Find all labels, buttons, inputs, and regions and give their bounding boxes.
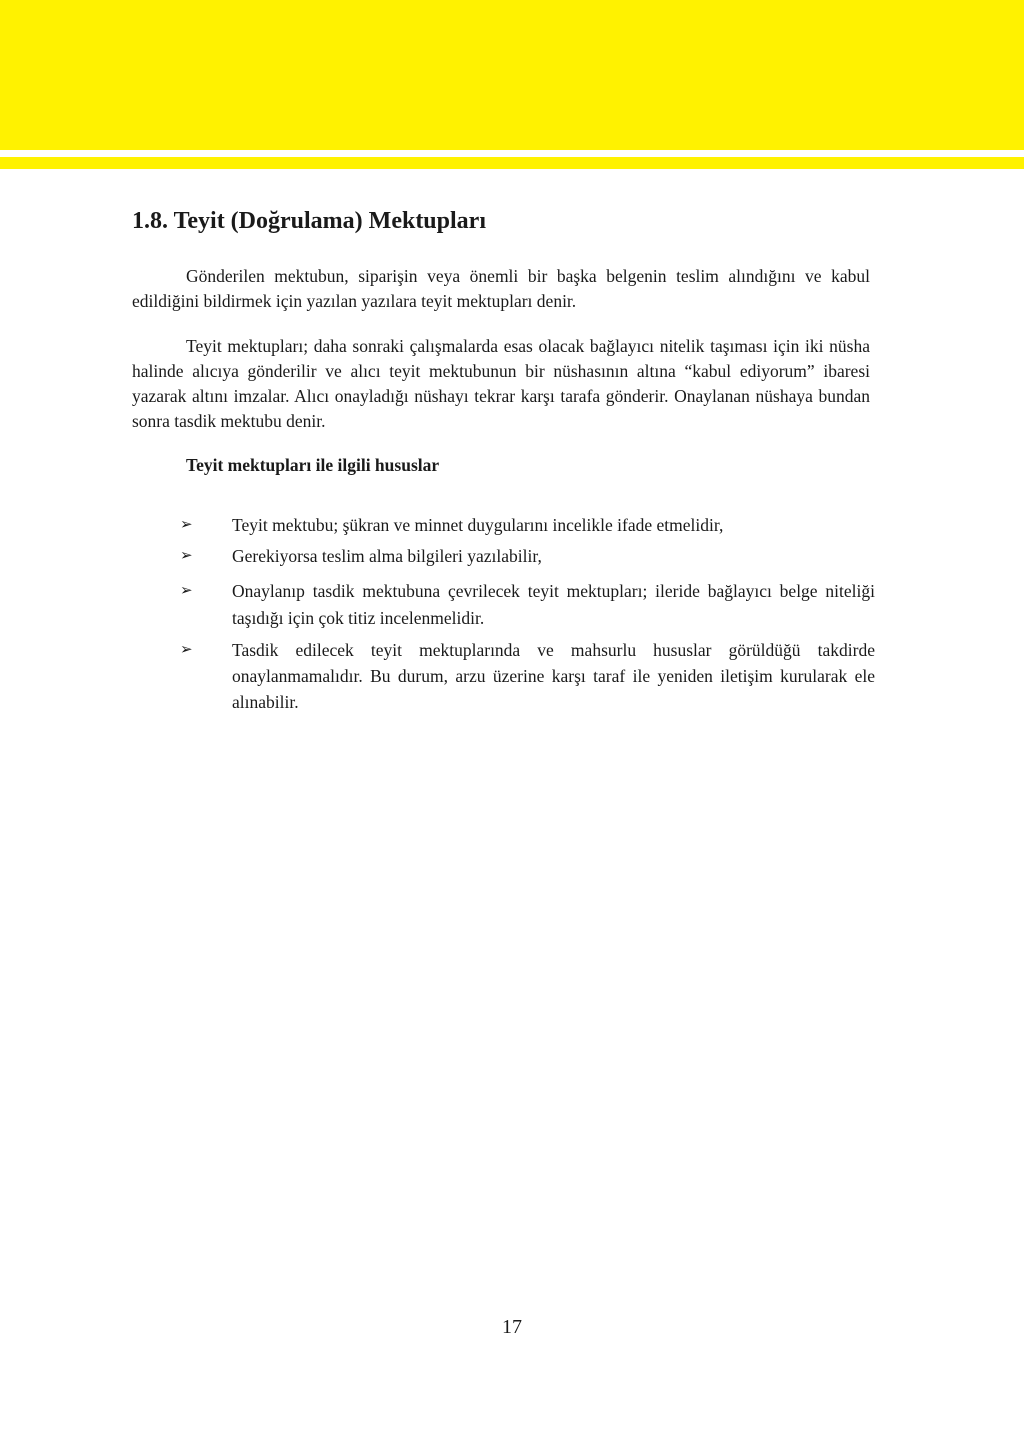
list-item-text: Tasdik edilecek teyit mektuplarında ve mahsurlu hususlar görüldüğü takdirde onaylanmamalıdır. Bu durum, arzu üzerine karşı taraf ile yeniden iletişim kurularak ele alınabilir.	[232, 640, 875, 712]
list-item-text: Teyit mektubu; şükran ve minnet duygularını incelikle ifade etmelidir,	[232, 515, 724, 535]
arrowhead-bullet-icon: ➢	[180, 515, 193, 533]
arrowhead-bullet-icon: ➢	[180, 581, 193, 599]
arrowhead-bullet-icon: ➢	[180, 546, 193, 564]
section-title: 1.8. Teyit (Doğrulama) Mektupları	[132, 208, 486, 234]
list-item-text: Gerekiyorsa teslim alma bilgileri yazılabilir,	[232, 546, 542, 566]
arrowhead-bullet-icon: ➢	[180, 640, 193, 658]
page-number: 17	[502, 1316, 522, 1338]
header-yellow-band	[0, 0, 1024, 150]
list-item-text: Onaylanıp tasdik mektubuna çevrilecek teyit mektupları; ileride bağlayıcı belge niteliği taşıdığı için çok titiz incelenmelidir.	[232, 581, 875, 628]
paragraph-definition: Gönderilen mektubun, siparişin veya önemli bir başka belgenin teslim alındığını ve kabul edildiğini bildirmek için yazılan yazılara teyit mektupları denir.	[132, 266, 870, 311]
header-yellow-stripe	[0, 157, 1024, 169]
subsection-heading: Teyit mektupları ile ilgili hususlar	[186, 455, 440, 475]
paragraph-procedure: Teyit mektupları; daha sonraki çalışmalarda esas olacak bağlayıcı nitelik taşıması için iki nüsha halinde alıcıya gönderilir ve alıcı teyit mektubunun bir nüshasının altına “kabul ediyorum” ibaresi yazarak altını imzalar. Alıcı onayladığı nüshayı tekrar karşı tarafa gönderir. Onaylanan nüshaya bundan sonra tasdik mektubu denir.	[132, 336, 870, 431]
